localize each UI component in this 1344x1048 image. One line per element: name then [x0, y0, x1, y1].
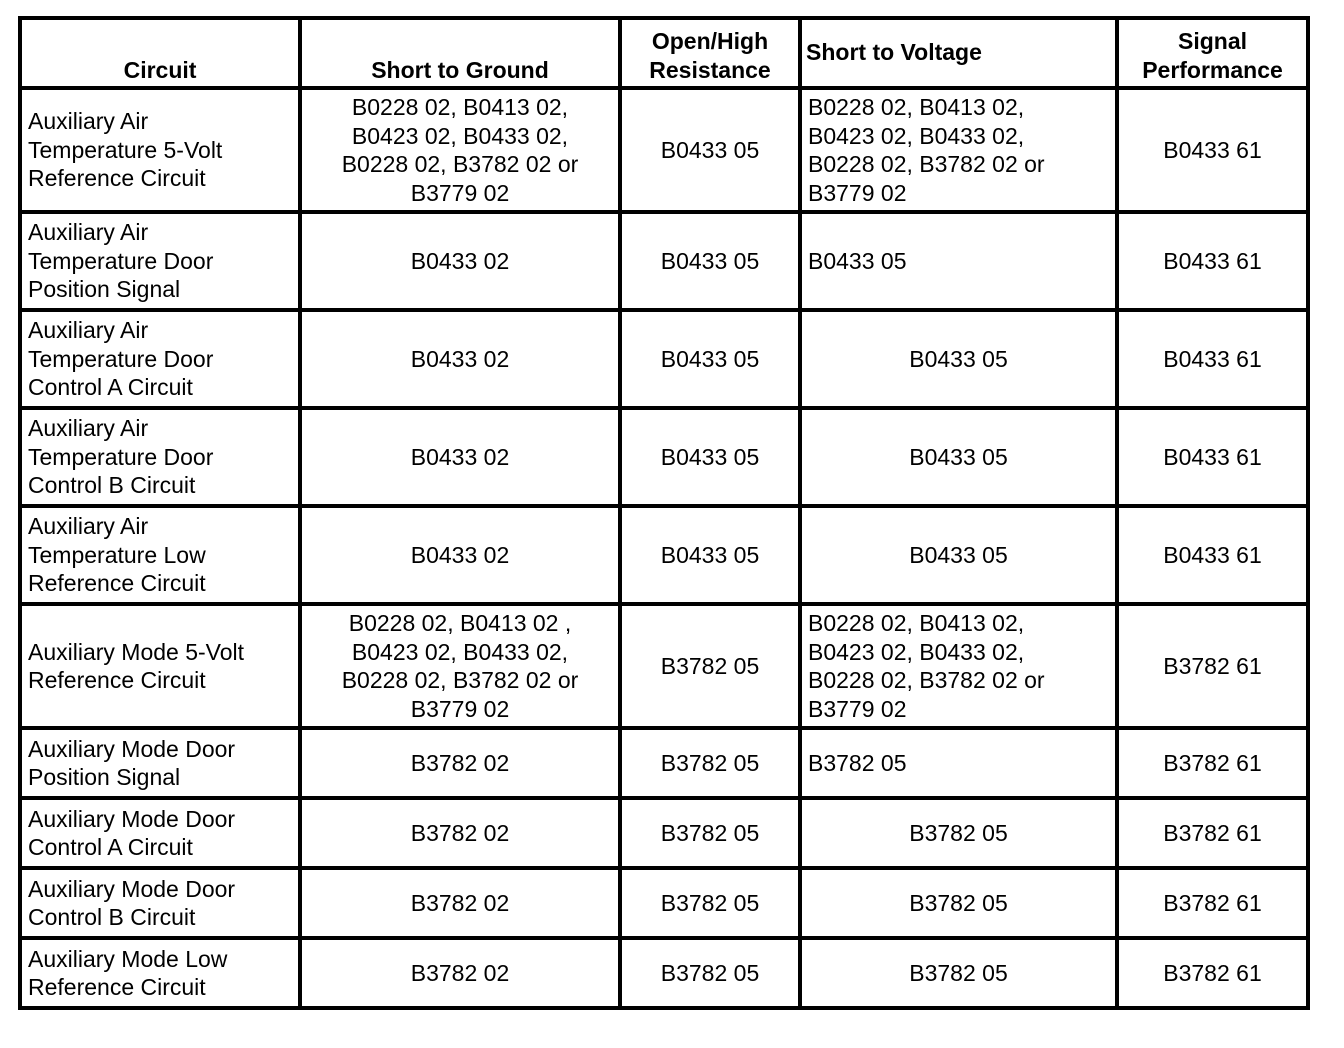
header-row	[20, 18, 1308, 88]
cell-line: B0433 02	[410, 345, 510, 372]
cell-short-to-ground	[300, 506, 620, 604]
dtc-table	[18, 16, 1310, 1010]
cell-line: Reference Circuit	[28, 570, 206, 597]
cell-line: Control A Circuit	[28, 374, 193, 401]
cell-short-to-voltage	[800, 408, 1117, 506]
cell-line: Temperature 5-Volt	[28, 136, 223, 163]
cell-signal-performance: B3782 61	[1117, 938, 1308, 1008]
cell-circuit	[20, 88, 300, 212]
cell-short-to-ground	[300, 938, 620, 1008]
cell-line: Temperature Door	[28, 443, 214, 470]
cell-line: Position Signal	[28, 764, 181, 790]
cell-line: Auxiliary Mode Door	[28, 875, 236, 902]
cell-line: Auxiliary Air	[28, 513, 149, 540]
table-row	[20, 604, 1308, 728]
cell-short-to-ground	[300, 408, 620, 506]
cell-line: B3782 02	[410, 889, 510, 916]
cell-line: Auxiliary Air	[28, 415, 149, 442]
cell-short-to-voltage	[800, 798, 1117, 868]
cell-line: Temperature Door	[28, 345, 214, 372]
cell-line: B3782 05	[909, 819, 1008, 846]
cell-line: Control B Circuit	[28, 904, 196, 930]
cell-line: B3782 02	[410, 749, 510, 776]
cell-line: Auxiliary Mode Door	[28, 735, 236, 762]
cell-signal-performance: B3782 61	[1117, 604, 1308, 728]
cell-circuit	[20, 506, 300, 604]
cell-signal-performance: B0433 61	[1117, 310, 1308, 408]
cell-short-to-ground	[300, 310, 620, 408]
cell-line: Reference Circuit	[28, 974, 206, 1000]
cell-open-high-resistance: B0433 05	[620, 88, 800, 212]
cell-line: B0433 05	[909, 541, 1008, 568]
cell-short-to-voltage	[800, 728, 1117, 798]
cell-short-to-ground	[300, 798, 620, 868]
cell-open-high-resistance: B3782 05	[620, 868, 800, 938]
table-row	[20, 310, 1308, 408]
table-row	[20, 938, 1308, 1008]
cell-line: B0228 02, B3782 02 or	[808, 667, 1045, 693]
cell-line: B3782 02	[410, 959, 510, 986]
cell-line: B0228 02, B0413 02,	[808, 94, 1025, 120]
cell-signal-performance: B0433 61	[1117, 212, 1308, 310]
cell-line: B0228 02, B3782 02 or	[341, 151, 579, 177]
cell-circuit	[20, 728, 300, 798]
table-body	[20, 88, 1308, 1008]
cell-line: B3782 05	[909, 959, 1008, 986]
cell-line: Auxiliary Air	[28, 317, 149, 344]
cell-short-to-voltage	[800, 506, 1117, 604]
cell-open-high-resistance: B3782 05	[620, 604, 800, 728]
cell-line: Auxiliary Mode Door	[28, 805, 236, 832]
table-row	[20, 408, 1308, 506]
table-row	[20, 868, 1308, 938]
cell-line: B3779 02	[808, 179, 907, 206]
table-row	[20, 728, 1308, 798]
cell-line: B0228 02, B0413 02,	[808, 610, 1025, 636]
cell-line: B0433 05	[808, 247, 907, 274]
cell-short-to-voltage	[800, 88, 1117, 212]
cell-open-high-resistance: B0433 05	[620, 310, 800, 408]
cell-line: Control A Circuit	[28, 834, 193, 860]
cell-signal-performance: B0433 61	[1117, 88, 1308, 212]
cell-line: Position Signal	[28, 276, 181, 303]
cell-line: B3782 05	[808, 749, 907, 776]
cell-line: B0433 05	[909, 443, 1008, 470]
cell-short-to-voltage	[800, 212, 1117, 310]
cell-open-high-resistance: B3782 05	[620, 728, 800, 798]
cell-line: B3779 02	[808, 695, 907, 722]
cell-short-to-ground	[300, 868, 620, 938]
cell-line: Auxiliary Mode 5-Volt	[28, 638, 245, 665]
cell-signal-performance: B3782 61	[1117, 868, 1308, 938]
table-row	[20, 506, 1308, 604]
cell-circuit	[20, 868, 300, 938]
cell-open-high-resistance: B3782 05	[620, 938, 800, 1008]
cell-short-to-ground	[300, 604, 620, 728]
cell-line: B0433 02	[410, 247, 510, 274]
cell-line: B0423 02, B0433 02,	[808, 122, 1025, 149]
cell-open-high-resistance: B3782 05	[620, 798, 800, 868]
header-open-high-resistance: Open/High Resistance	[620, 18, 800, 88]
cell-circuit	[20, 798, 300, 868]
cell-line: B0228 02, B3782 02 or	[341, 667, 579, 693]
cell-line: B3782 02	[410, 819, 510, 846]
cell-line: B0228 02, B0413 02 ,	[348, 610, 572, 636]
cell-line: Reference Circuit	[28, 165, 206, 192]
cell-circuit	[20, 604, 300, 728]
header-circuit: Circuit	[20, 18, 300, 88]
cell-line: Auxiliary Mode Low	[28, 945, 228, 972]
table-row	[20, 88, 1308, 212]
cell-line: Control B Circuit	[28, 472, 196, 499]
cell-open-high-resistance: B0433 05	[620, 506, 800, 604]
cell-line: B0228 02, B3782 02 or	[808, 151, 1045, 177]
header-signal-performance: Signal Performance	[1117, 18, 1308, 88]
cell-line: B0228 02, B0413 02,	[351, 94, 569, 120]
cell-line: Auxiliary Air	[28, 219, 149, 246]
cell-short-to-voltage	[800, 938, 1117, 1008]
cell-line: B0423 02, B0433 02,	[351, 122, 569, 149]
cell-line: Auxiliary Air	[28, 108, 149, 135]
cell-signal-performance: B0433 61	[1117, 506, 1308, 604]
table-row	[20, 212, 1308, 310]
cell-short-to-ground	[300, 88, 620, 212]
cell-line: B0433 05	[909, 345, 1008, 372]
cell-line: B3779 02	[410, 179, 510, 206]
cell-open-high-resistance: B0433 05	[620, 212, 800, 310]
cell-signal-performance: B0433 61	[1117, 408, 1308, 506]
cell-circuit	[20, 310, 300, 408]
cell-line: Temperature Door	[28, 247, 214, 274]
cell-circuit	[20, 408, 300, 506]
cell-signal-performance: B3782 61	[1117, 728, 1308, 798]
cell-signal-performance: B3782 61	[1117, 798, 1308, 868]
cell-line: B3779 02	[410, 695, 510, 722]
cell-line: Temperature Low	[28, 541, 206, 568]
cell-short-to-ground	[300, 212, 620, 310]
header-short-to-voltage: Short to Voltage	[800, 18, 1117, 88]
cell-line: B3782 05	[909, 889, 1008, 916]
cell-short-to-voltage	[800, 604, 1117, 728]
cell-circuit	[20, 212, 300, 310]
cell-circuit	[20, 938, 300, 1008]
table-row	[20, 798, 1308, 868]
cell-open-high-resistance: B0433 05	[620, 408, 800, 506]
cell-line: B0433 02	[410, 541, 510, 568]
cell-line: Reference Circuit	[28, 667, 206, 693]
cell-short-to-ground	[300, 728, 620, 798]
cell-short-to-voltage	[800, 310, 1117, 408]
header-short-to-ground: Short to Ground	[300, 18, 620, 88]
cell-short-to-voltage	[800, 868, 1117, 938]
cell-line: B0423 02, B0433 02,	[808, 638, 1025, 665]
cell-line: B0433 02	[410, 443, 510, 470]
cell-line: B0423 02, B0433 02,	[351, 638, 569, 665]
